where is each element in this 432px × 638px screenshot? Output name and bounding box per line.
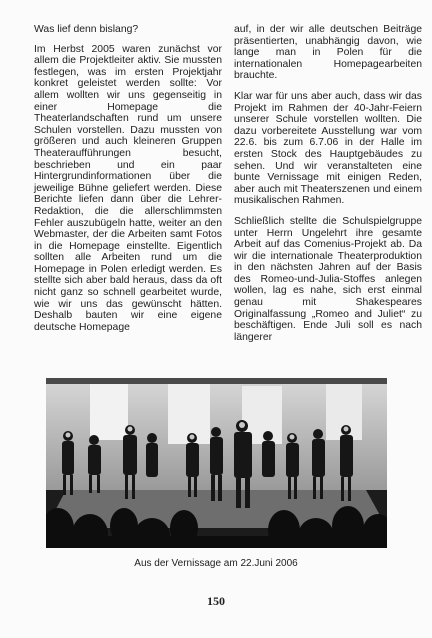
body-paragraph: Schließlich stellte die Schulspielgruppe unter Herrn Ungelehrt ihre gesamte Arbeit auf das Comenius-Projekt ab. Da wir die internationale Theaterproduktion in den nächsten Jahren auf der Basis des Romeo-und-Julia-Stoffes anlegen wollen, lag es nahe, sich erst einmal genau mit Shakespeares Originalfassung „Romeo and Juliet“ zu beschäftigen. Ende Juli soll es nach längerer	[234, 215, 422, 343]
section-heading: Was lief denn bislang?	[34, 24, 139, 35]
body-paragraph: Im Herbst 2005 waren zunächst vor allem die Projektleiter aktiv. Sie mussten festlegen, was im ersten Projektjahr konkret geleistet werden sollte: Vor allem wollten wir uns gegenseitig in einer Homepage die Theaterlandschaften rund um unsere Schulen vorstellen. Dazu mussten von größeren und auch kleineren Gruppen Theateraufführungen besucht, beschrieben und ein paar Hintergrundinformationen über die jeweilige Bühne geliefert werden. Diese Berichte liefen dann über die Lehrer-Redaktion, die die allerschlimmsten Fehler auszubügeln hatte, weiter an den Webmaster, der die Arbeiten samt Fotos in die Homepage einstellte. Eigentlich sollten alle Arbeiten rund um die Homepage in Polen erledigt werden. Es stellte sich aber bald heraus, dass da oft nicht ganz so schnell gearbeitet wurde, wie wir uns das gewünscht hätten. Deshalb bauten wir eine eigene deutsche Homepage	[34, 43, 222, 333]
right-text-column	[234, 24, 422, 352]
body-paragraph: auf, in der wir alle deutschen Beiträge präsentierten, unabhängig davon, wie lange man in Polen für die internationalen Homepagearbeiten brauchte.	[234, 24, 422, 82]
page-number: 150	[207, 594, 225, 608]
stage-performers-image	[46, 378, 387, 548]
body-paragraph: Klar war für uns aber auch, dass wir das Projekt im Rahmen der 40-Jahr-Feiern unserer Schule vorstellen wollten. Die dazu vorbereitete Ausstellung war vom 22.6. bis zum 6.7.06 in der Halle im ersten Stock des Hauptgebäudes zu sehen. Und wir veranstalteten eine bunte Vernissage mit einigen Reden, aber auch mit Theaterszenen und einem musikalischen Rahmen.	[234, 90, 422, 207]
photo-caption: Aus der Vernissage am 22.Juni 2006	[134, 558, 298, 569]
vernissage-photo	[46, 378, 387, 548]
left-text-column	[34, 24, 222, 342]
